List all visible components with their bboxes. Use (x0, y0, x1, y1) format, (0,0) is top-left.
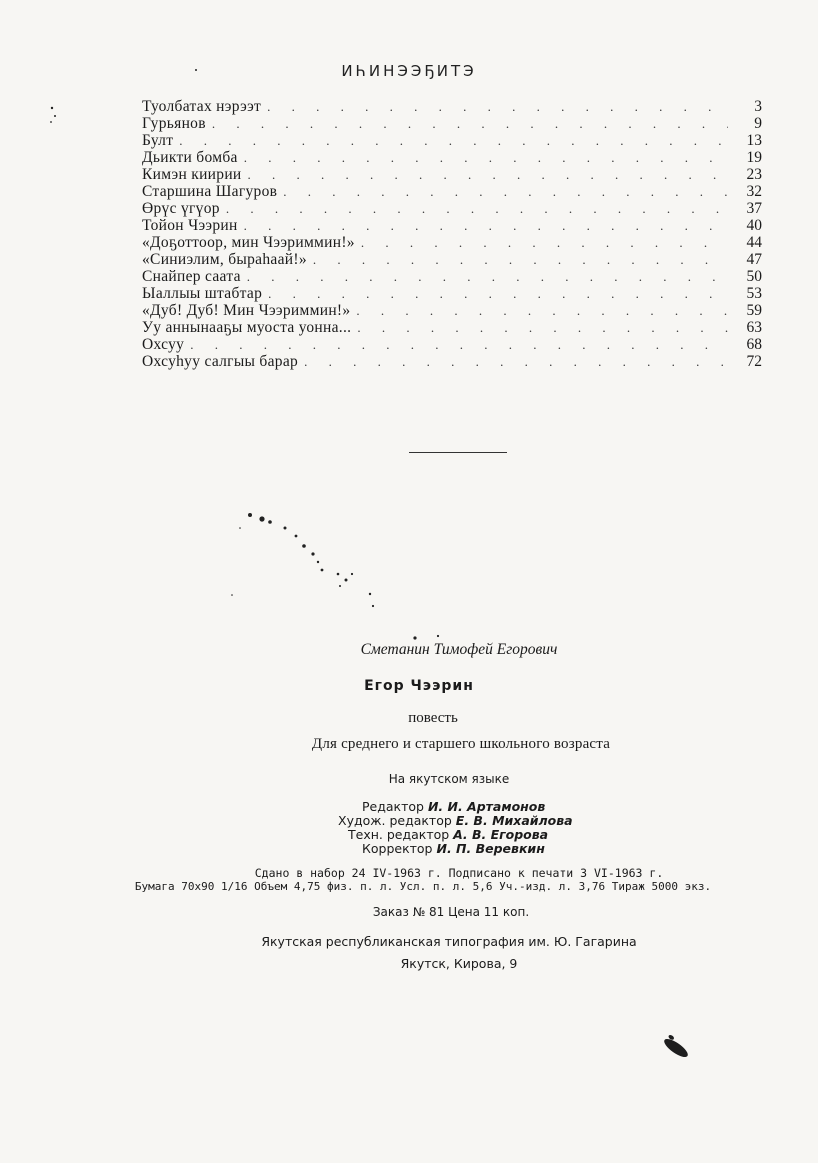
toc-entry-page: 40 (746, 217, 762, 234)
toc-entry-page: 13 (746, 132, 762, 149)
printer-name: Якутская республиканская типография им. Ю. Гагарина (261, 934, 637, 949)
print-dates: Сдано в набор 24 IV-1963 г. Подписано к печати 3 VI-1963 г. (254, 866, 664, 880)
toc-entry-title: «Синиэлим, быраһаай!» (142, 251, 307, 268)
order-price: Заказ № 81 Цена 11 коп. (372, 905, 530, 919)
book-genre: повесть (408, 710, 458, 726)
toc-entry-title: Охсуу (142, 336, 185, 353)
toc-entry-page: 3 (754, 98, 762, 115)
toc-entry-page: 9 (754, 115, 762, 132)
paper-specs: Бумага 70х90 1/16 Объем 4,75 физ. п. л. Усл. п. л. 5,6 Уч.-изд. л. 3,76 Тираж 5000 экз. (134, 880, 712, 893)
toc-entry-title: Снайпер саата (142, 268, 241, 285)
toc-entry-title: Старшина Шагуров (142, 183, 278, 200)
toc-entry-page: 68 (746, 336, 762, 353)
toc-entry-title: Кимэн киирии (142, 166, 242, 183)
toc-entry-page: 47 (746, 251, 762, 268)
credit-role: Редактор (362, 799, 424, 814)
toc-entry-page: 44 (746, 234, 762, 251)
toc-heading: ИҺИНЭЭҔИТЭ (341, 62, 477, 80)
credit-line (338, 814, 573, 828)
credit-name: И. И. Артамонов (427, 799, 546, 814)
target-audience: Для среднего и старшего школьного возраста (311, 736, 611, 752)
toc-entry-page: 53 (746, 285, 762, 302)
toc-entry-title: Тойон Чээрин (142, 217, 238, 234)
toc-entry-page: 50 (746, 268, 762, 285)
credit-role: Худож. редактор (338, 813, 452, 828)
editorial-credits (338, 800, 573, 856)
toc-entry-title: Охсуһуу салгыы барар (142, 353, 299, 370)
toc-entry-title: Булт (142, 132, 174, 149)
toc-entry-title: Ыаллыы штабтар (142, 285, 263, 302)
toc-entry-title: Уу аннынааҕы муоста уонна... (142, 319, 352, 336)
credit-role: Техн. редактор (348, 827, 450, 842)
credit-name: И. П. Веревкин (436, 841, 545, 856)
toc-entry-title: «Дуб! Дуб! Мин Чээриммин!» (142, 302, 351, 319)
toc-entry-page: 37 (746, 200, 762, 217)
toc-entry-page: 23 (746, 166, 762, 183)
book-title: Егор Чээрин (364, 678, 474, 694)
toc-entry-page: 32 (746, 183, 762, 200)
credit-name: Е. В. Михайлова (455, 813, 573, 828)
toc-entry-page: 59 (746, 302, 762, 319)
credit-name: А. В. Егорова (453, 827, 549, 842)
credit-role: Корректор (362, 841, 433, 856)
toc-entry-title: Өрүс үгүор (142, 200, 220, 217)
printer-address: Якутск, Кирова, 9 (400, 956, 518, 971)
toc-entry-title: Дьикти бомба (142, 149, 238, 166)
toc-entry-page: 72 (746, 353, 762, 370)
toc-entry-title: Туолбатах нэрээт (142, 98, 262, 115)
credit-line (338, 800, 573, 814)
ink-blot-mark (662, 1033, 692, 1060)
toc-entry-title: Гурьянов (142, 115, 206, 132)
toc-entry-title: «Доҕоттоор, мин Чээриммин!» (142, 234, 355, 251)
toc-entry-page: 63 (746, 319, 762, 336)
credit-line (338, 828, 573, 842)
language-note: На якутском языке (388, 772, 510, 786)
toc-entry-page: 19 (746, 149, 762, 166)
credit-line (338, 842, 573, 856)
author-name: Сметанин Тимофей Егорович (360, 641, 558, 658)
